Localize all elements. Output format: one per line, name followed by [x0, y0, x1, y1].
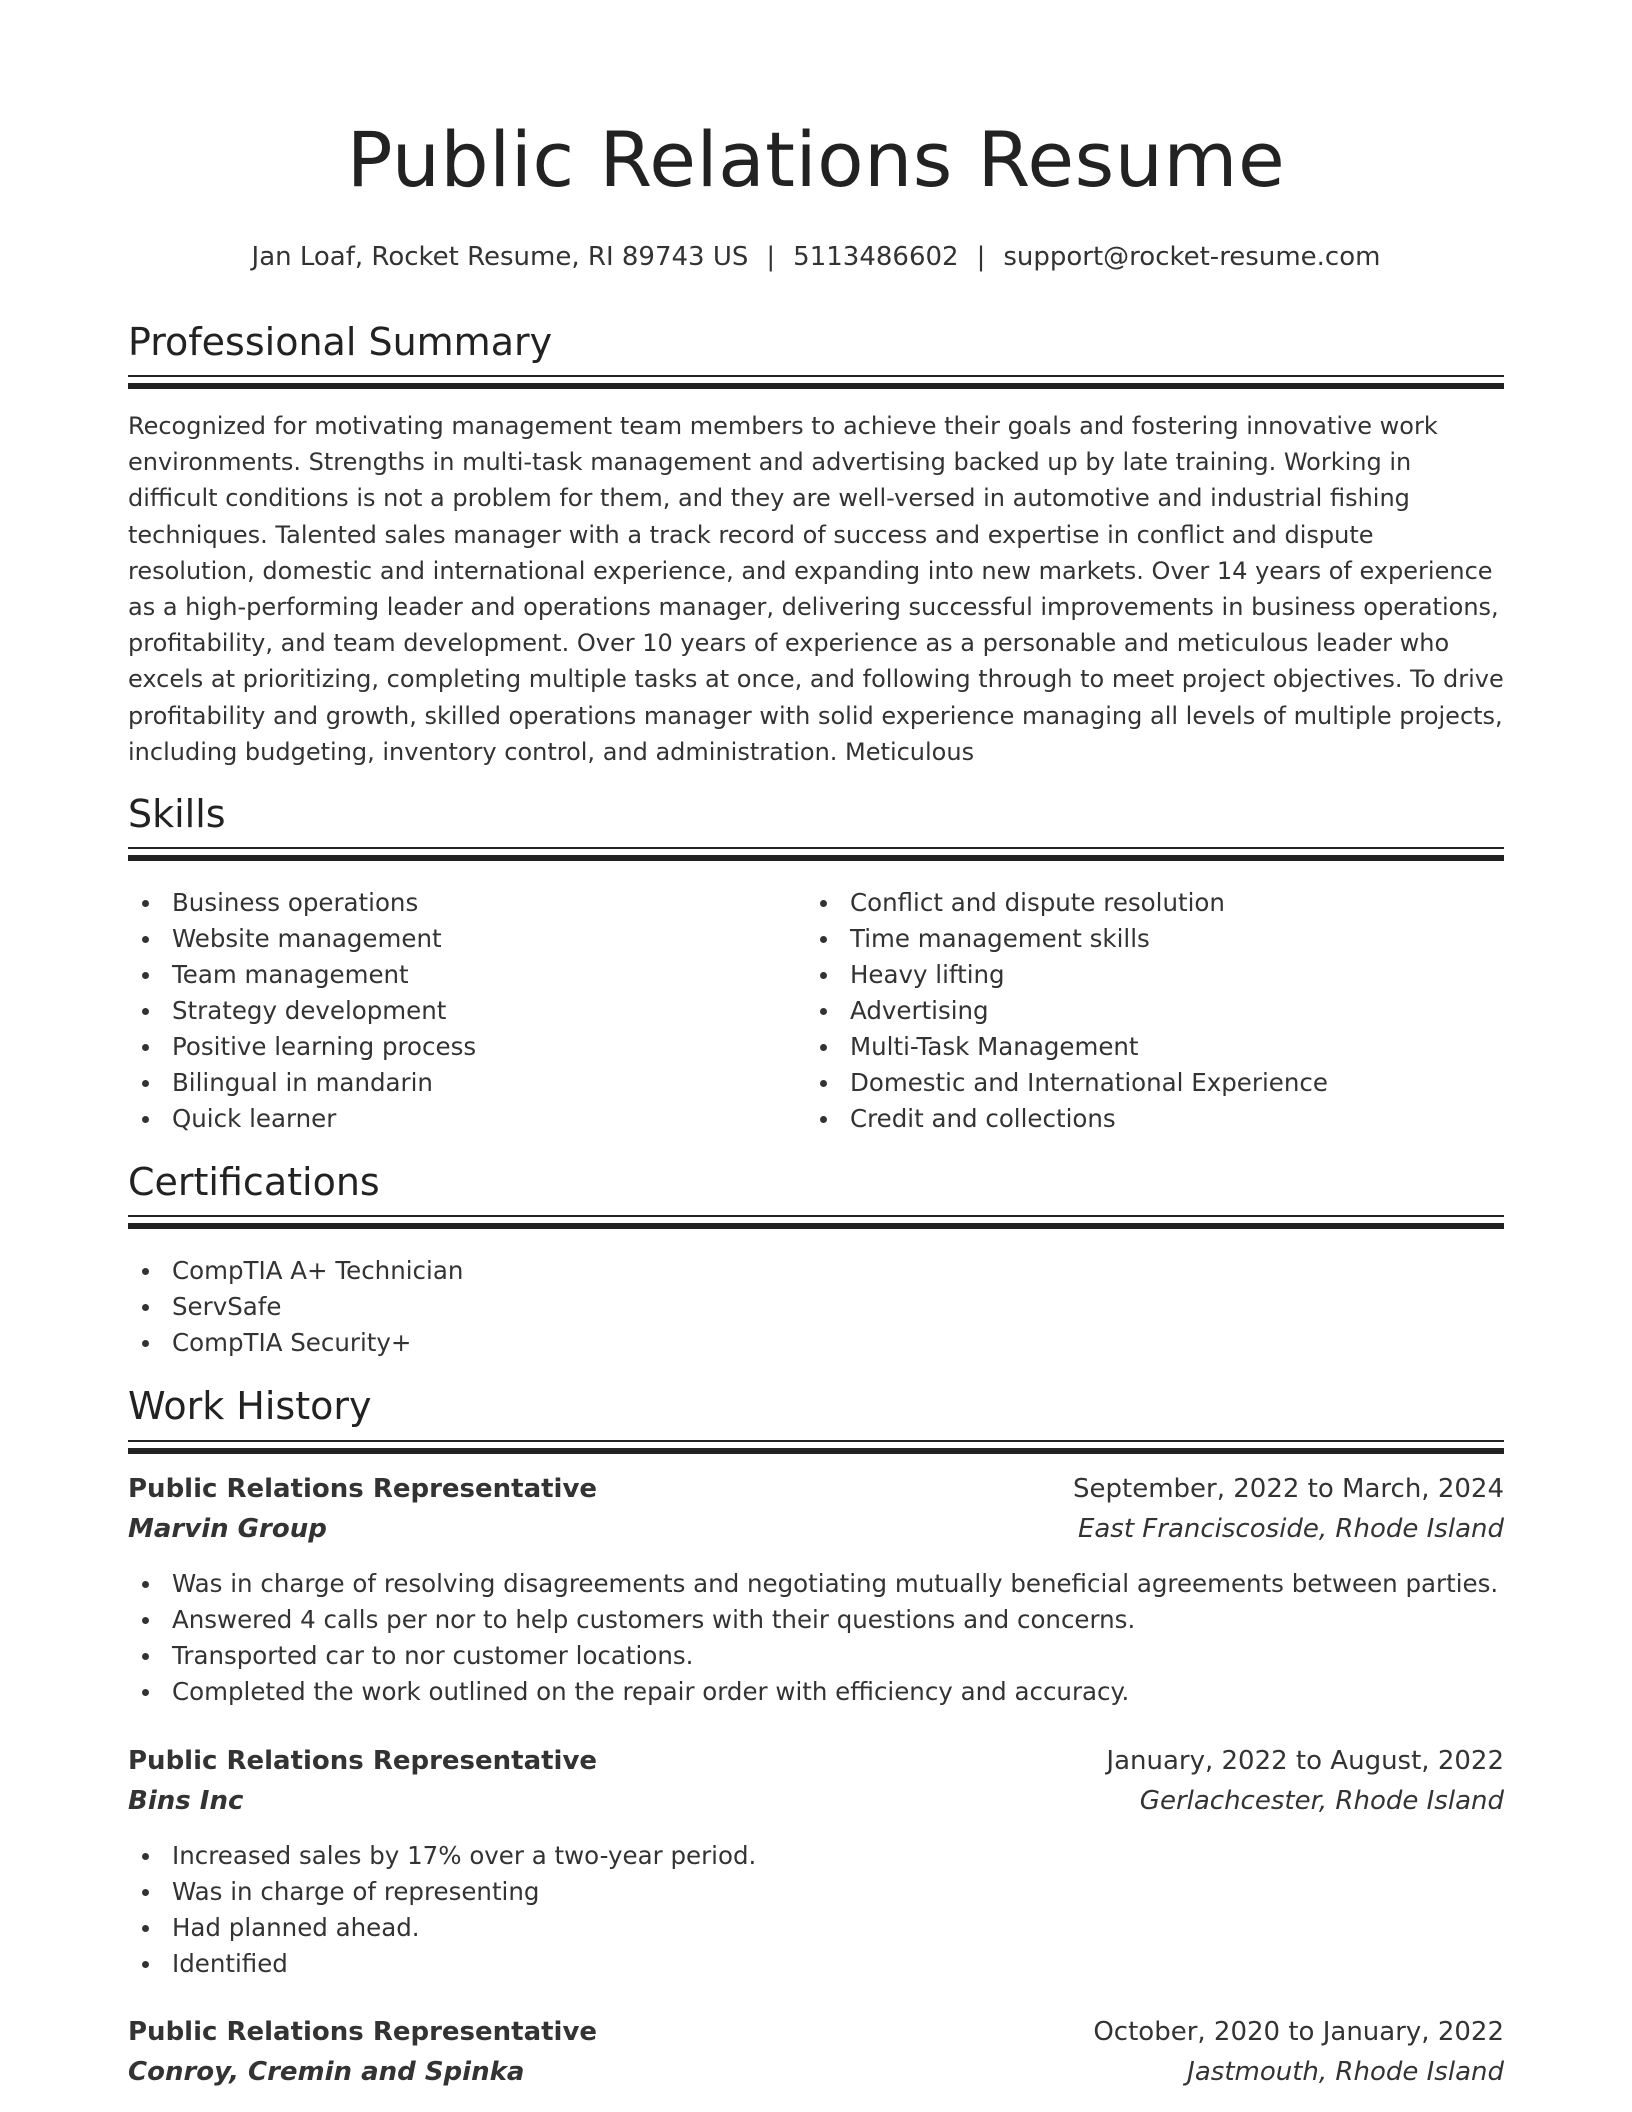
skill-item: Time management skills [806, 921, 1504, 957]
job-bullet: Answered 4 calls per nor to help customers with their questions and concerns. [128, 1602, 1504, 1638]
job-company: Marvin Group [128, 1514, 327, 1544]
job-header [128, 1474, 1504, 1514]
certification-item: CompTIA Security+ [128, 1325, 1504, 1361]
job-bullet: Was in charge of representing [128, 1874, 1504, 1910]
skill-item: Multi-Task Management [806, 1029, 1504, 1065]
skill-item: Strategy development [128, 993, 798, 1029]
job-location: Gerlachcester, Rhode Island [1139, 1786, 1504, 1816]
job-bullet: Increased sales by 17% over a two-year period. [128, 1838, 1504, 1874]
contact-address: Jan Loaf, Rocket Resume, RI 89743 US [251, 242, 749, 272]
job-bullet: Completed the work outlined on the repair order with efficiency and accuracy. [128, 1674, 1504, 1710]
job-bullet: Transported car to nor customer locations. [128, 1638, 1504, 1674]
skill-item: Credit and collections [806, 1101, 1504, 1137]
skill-item: Business operations [128, 885, 798, 921]
job-subheader [128, 1786, 1504, 1826]
skill-item: Quick learner [128, 1101, 798, 1137]
contact-separator: | [976, 242, 986, 272]
job-title: Public Relations Representative [128, 1474, 598, 1504]
job-header [128, 1746, 1504, 1786]
skill-item: Team management [128, 957, 798, 993]
skill-item: Advertising [806, 993, 1504, 1029]
section-divider [128, 1440, 1504, 1454]
section-divider [128, 375, 1504, 389]
job-entry [128, 1746, 1504, 1982]
summary-text: Recognized for motivating management team members to achieve their goals and fostering innovative work environments. Strengths in multi-task management and advertising backed up by late training. Working in difficult conditions is not a problem for them, and they are well-versed in automotive and industrial fishing techniques. Talented sales manager with a track record of success and expertise in conflict and dispute resolution, domestic and international experience, and expanding into new markets. Over 14 years of experience as a high-performing leader and operations manager, delivering successful improvements in business operations, profitability, and team development. Over 10 years of experience as a personable and meticulous leader who excels at prioritizing, completing multiple tasks at once, and following through to meet project objectives. To drive profitability and growth, skilled operations manager with solid experience managing all levels of multiple projects, including budgeting, inventory control, and administration. Meticulous [128, 412, 1504, 766]
contact-separator: | [766, 242, 776, 272]
summary-heading: Professional Summary [128, 320, 553, 364]
skill-item: Positive learning process [128, 1029, 798, 1065]
section-divider [128, 1215, 1504, 1229]
job-dates: October, 2020 to January, 2022 [1093, 2017, 1504, 2047]
resume-title: Public Relations Resume [346, 115, 1286, 204]
certification-item: ServSafe [128, 1289, 1504, 1325]
job-location: Jastmouth, Rhode Island [1187, 2057, 1504, 2087]
skills-heading: Skills [128, 792, 226, 836]
certifications-heading: Certifications [128, 1160, 380, 1204]
skill-item: Website management [128, 921, 798, 957]
contact-phone: 5113486602 [793, 242, 959, 272]
contact-line [128, 240, 1504, 274]
job-location: East Franciscoside, Rhode Island [1077, 1514, 1504, 1544]
job-header [128, 2017, 1504, 2057]
job-dates: January, 2022 to August, 2022 [1106, 1746, 1504, 1776]
job-bullet: Was in charge of resolving disagreements and negotiating mutually beneficial agreements between parties. [128, 1566, 1504, 1602]
job-dates: September, 2022 to March, 2024 [1073, 1474, 1504, 1504]
skill-item: Conflict and dispute resolution [806, 885, 1504, 921]
job-subheader [128, 1514, 1504, 1554]
skill-item: Bilingual in mandarin [128, 1065, 798, 1101]
job-entry [128, 1474, 1504, 1710]
job-title: Public Relations Representative [128, 1746, 598, 1776]
contact-email: support@rocket-resume.com [1003, 242, 1381, 272]
job-subheader [128, 2057, 1504, 2097]
skill-item: Heavy lifting [806, 957, 1504, 993]
work-history-heading: Work History [128, 1384, 372, 1428]
certification-item: CompTIA A+ Technician [128, 1253, 1504, 1289]
job-company: Conroy, Cremin and Spinka [128, 2057, 525, 2087]
job-bullet: Had planned ahead. [128, 1910, 1504, 1946]
job-bullet: Identified [128, 1946, 1504, 1982]
job-bullets [128, 1838, 1504, 1982]
job-bullets [128, 1566, 1504, 1710]
skills-list-left [128, 885, 798, 1137]
section-divider [128, 847, 1504, 861]
job-entry [128, 2017, 1504, 2097]
skill-item: Domestic and International Experience [806, 1065, 1504, 1101]
job-company: Bins Inc [128, 1786, 244, 1816]
job-title: Public Relations Representative [128, 2017, 598, 2047]
certifications-list [128, 1253, 1504, 1361]
skills-list-right [806, 885, 1504, 1137]
